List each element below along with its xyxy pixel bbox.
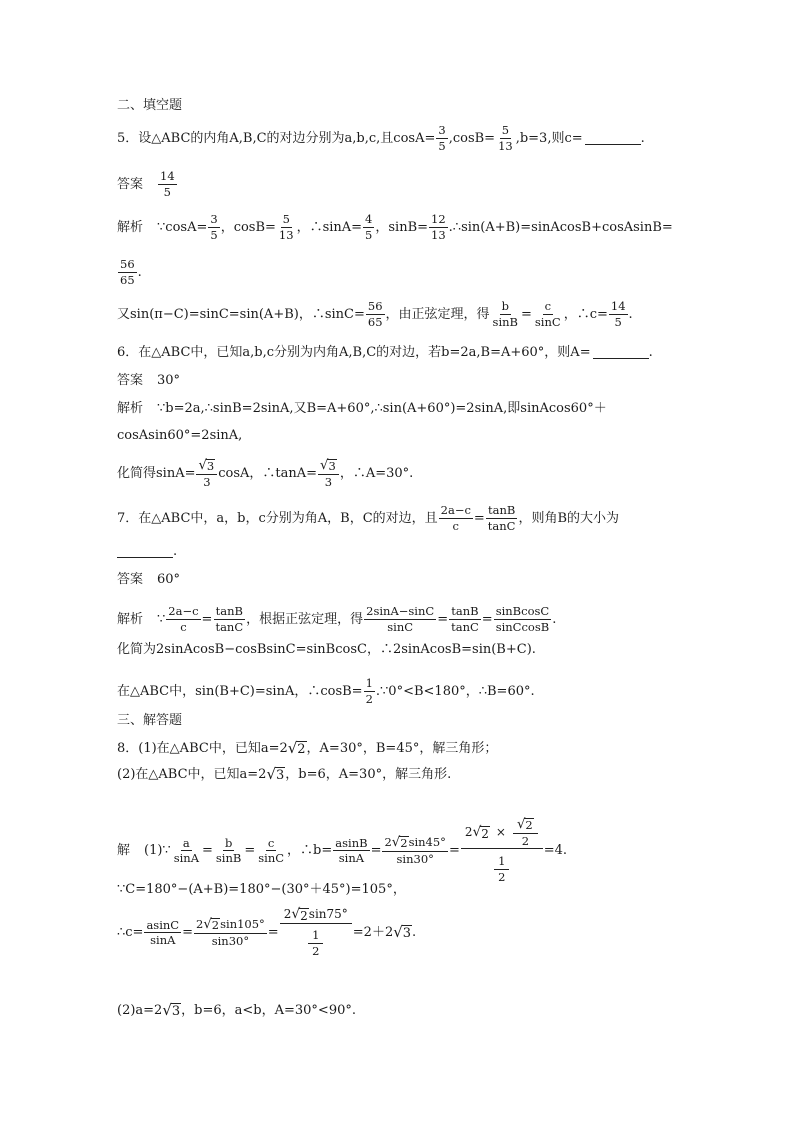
sqrt: √ 2 xyxy=(291,906,308,923)
solution-line-2 xyxy=(117,883,406,896)
frac-den: 5 xyxy=(210,227,218,242)
analysis-text: 化简为2sinAcosB−cosBsinC=sinBcosC，∴2sinAcosB=sin(B+C). xyxy=(117,642,536,657)
frac xyxy=(308,929,323,957)
solution-text: . xyxy=(412,925,417,941)
frac-den: sinCcosB xyxy=(495,619,550,634)
frac-num: 14 xyxy=(610,299,626,313)
frac-den: 65 xyxy=(367,314,383,329)
question-7-line-2 xyxy=(117,545,177,558)
frac-num xyxy=(513,818,538,834)
frac-num xyxy=(382,836,447,852)
frac xyxy=(513,818,538,847)
sqrt: √ 3 xyxy=(266,765,285,783)
frac-den: sin30° xyxy=(211,933,250,948)
analysis-text: ，由正弦定理，得 xyxy=(385,306,490,322)
frac-num xyxy=(280,908,352,924)
frac xyxy=(333,837,369,865)
frac-den: sinC xyxy=(258,851,285,866)
frac-num: 2a−c xyxy=(440,503,471,517)
analysis-label: 解析 xyxy=(117,611,144,627)
frac-num: 2a−c xyxy=(168,604,199,618)
frac-den: tanC xyxy=(215,619,244,634)
solution-text: =4. xyxy=(543,843,568,859)
solution-text: = xyxy=(448,843,460,859)
radicand: 2 xyxy=(400,836,408,851)
radicand: 2 xyxy=(211,918,220,933)
q5-frac-cosA xyxy=(436,124,447,152)
analysis-text: ∵ xyxy=(157,611,166,627)
solution-text: (2)a=2 xyxy=(117,1003,163,1018)
frac-num: c xyxy=(267,835,275,850)
frac-den xyxy=(489,849,514,883)
frac-num: 5 xyxy=(282,212,290,226)
times: × xyxy=(495,824,506,839)
q5-text: ,cosB= xyxy=(448,130,496,146)
frac xyxy=(172,837,201,865)
radicand: 2 xyxy=(300,909,308,923)
analysis-text: 在△ABC中，sin(B+C)=sinA，∴cosB= xyxy=(117,683,363,699)
solution-text: ∴c= xyxy=(117,925,144,941)
sqrt: √ 3 xyxy=(162,1001,181,1019)
frac-den: tanC xyxy=(487,518,516,533)
complex-frac xyxy=(280,908,352,957)
frac xyxy=(533,300,563,328)
frac xyxy=(214,837,243,865)
solution-part-2 xyxy=(117,1003,356,1018)
analysis-text: 又sin(π−C)=sinC=sin(A+B)，∴sinC= xyxy=(117,306,365,322)
frac-den: c xyxy=(452,518,459,533)
answer-value: 60° xyxy=(157,572,181,587)
analysis-label: 解析 xyxy=(117,219,144,235)
answer-label: 答案 xyxy=(117,572,144,587)
frac-num xyxy=(318,459,339,475)
answer-blank xyxy=(585,132,641,145)
frac-num: 3 xyxy=(438,123,446,137)
frac xyxy=(486,504,518,532)
frac-num: asinC xyxy=(146,917,180,932)
analysis-5-line-3 xyxy=(117,300,633,328)
frac-num: sinBcosC xyxy=(495,604,550,618)
q8-text: ，b=6，A=30°，解三角形. xyxy=(285,767,452,782)
analysis-text: 化简得sinA= xyxy=(117,466,196,482)
frac-den: sinA xyxy=(338,851,365,866)
question-5 xyxy=(117,124,645,152)
analysis-text: = xyxy=(437,611,449,627)
frac-num: c xyxy=(544,299,552,313)
frac xyxy=(256,837,286,865)
answer-5 xyxy=(117,170,178,198)
analysis-label: 解析 xyxy=(117,401,144,416)
solution-text: (1)∵ xyxy=(144,843,171,859)
analysis-text: . xyxy=(552,611,557,627)
answer-6 xyxy=(117,374,180,387)
solution-text: = xyxy=(370,843,382,859)
answer-blank xyxy=(593,346,649,359)
section-title-fill-in xyxy=(117,99,182,112)
frac-den: sin30° xyxy=(396,851,434,866)
frac-den: 13 xyxy=(498,138,513,153)
frac-num xyxy=(194,918,267,934)
coef: 2 xyxy=(196,917,204,932)
radicand: 2 xyxy=(297,742,306,757)
q6-text: 6．在△ABC中，已知a,b,c分别为内角A,B,C的对边，若b=2a,B=A+60°，则A= xyxy=(117,345,591,360)
analysis-text: .∴sin(A+B)=sinAcosB+cosAsinB= xyxy=(448,219,673,235)
frac-den: 5 xyxy=(163,184,171,199)
frac xyxy=(382,836,447,865)
frac-den: 65 xyxy=(120,272,135,287)
analysis-text: = xyxy=(481,611,493,627)
frac-num: 4 xyxy=(365,212,373,226)
frac-num xyxy=(461,818,543,849)
q6-text: . xyxy=(648,345,653,360)
frac xyxy=(494,855,509,883)
solution-text: ∵C=180°−(A+B)=180°−(30°＋45°)=105°， xyxy=(117,882,406,897)
frac-den: 13 xyxy=(431,227,446,242)
frac xyxy=(364,677,375,705)
q7-text: = xyxy=(473,510,485,526)
frac-num: tanB xyxy=(215,604,243,618)
frac xyxy=(194,918,267,947)
solution-label: 解 xyxy=(117,843,131,859)
answer-label: 答案 xyxy=(117,373,144,388)
frac-num: tanB xyxy=(487,503,516,517)
q5-text: . xyxy=(640,130,645,146)
sqrt: √ 3 xyxy=(198,458,215,473)
frac-num xyxy=(196,459,217,475)
frac-num: b xyxy=(501,299,509,313)
frac xyxy=(491,300,520,328)
solution-text: = xyxy=(267,925,279,941)
frac-den: sinA xyxy=(150,933,176,948)
solution-line-1 xyxy=(117,818,567,883)
radicand: 3 xyxy=(171,1004,181,1019)
complex-frac xyxy=(461,818,543,883)
frac-num: 3 xyxy=(210,212,218,226)
frac xyxy=(609,300,628,328)
frac-den: sinC xyxy=(534,314,561,329)
analysis-6-line-3 xyxy=(117,459,413,488)
q5-text: ,b=3,则c= xyxy=(515,130,583,146)
frac-num: 2sinA−sinC xyxy=(366,604,435,618)
frac-num: tanB xyxy=(451,604,479,618)
frac xyxy=(364,605,436,633)
analysis-text: ，∴A=30°. xyxy=(339,466,414,482)
frac xyxy=(118,258,137,286)
analysis-text: . xyxy=(628,306,633,322)
analysis-text: ，根据正弦定理，得 xyxy=(246,611,364,627)
frac xyxy=(429,213,448,241)
solution-text: = xyxy=(244,843,256,859)
radicand: 3 xyxy=(276,768,285,783)
analysis-text: cosA，∴tanA= xyxy=(218,466,318,482)
frac-den: sinB xyxy=(215,851,242,866)
frac-den: 5 xyxy=(365,227,373,242)
radicand: 3 xyxy=(328,459,336,473)
frac xyxy=(196,459,217,488)
answer-blank xyxy=(117,545,173,558)
q5-text: 5．设△ABC的内角A,B,C的对边分别为a,b,c,且cosA= xyxy=(117,130,436,146)
frac-den: c xyxy=(180,619,187,634)
question-6 xyxy=(117,346,653,359)
frac-num: a xyxy=(182,835,190,850)
sqrt: √ 2 xyxy=(472,823,489,841)
radicand: 3 xyxy=(402,926,412,942)
analysis-text: ，∴c= xyxy=(563,306,608,322)
analysis-6-line-1 xyxy=(117,402,607,415)
q5-frac-cosB xyxy=(496,124,515,152)
q7-text: . xyxy=(173,544,178,559)
analysis-text: . xyxy=(137,264,142,280)
radicand: 3 xyxy=(206,459,215,473)
section-title-text: 二、填空题 xyxy=(117,98,183,113)
frac xyxy=(363,213,374,241)
term: sin105° xyxy=(220,917,265,932)
analysis-text: = xyxy=(520,306,532,322)
analysis-5-line-2 xyxy=(117,258,142,286)
frac xyxy=(166,605,200,633)
q7-text: ，则角B的大小为 xyxy=(518,510,620,526)
frac-num: 1 xyxy=(365,676,373,690)
frac-den: sinC xyxy=(387,619,414,634)
frac xyxy=(144,919,181,947)
solution-line-3 xyxy=(117,908,416,957)
frac-den: 13 xyxy=(278,227,294,242)
solution-text: = xyxy=(202,843,213,859)
analysis-7-line-3 xyxy=(117,677,535,705)
section-title-text: 三、解答题 xyxy=(117,713,183,728)
frac-num: 56 xyxy=(120,257,135,271)
frac xyxy=(449,605,481,633)
frac-num: 1 xyxy=(494,855,509,870)
coef: 2 xyxy=(464,824,473,839)
answer-value: 30° xyxy=(157,373,181,388)
analysis-text: ∵cosA= xyxy=(157,219,208,235)
frac-den: tanC xyxy=(451,619,479,634)
solution-text: ，b=6，a<b，A=30°<90°. xyxy=(181,1003,356,1018)
frac-den: sinB xyxy=(492,314,518,329)
frac xyxy=(366,300,385,328)
radicand: 2 xyxy=(525,818,533,832)
sqrt: √ 2 xyxy=(391,835,408,851)
question-7 xyxy=(117,504,619,532)
analysis-text: = xyxy=(201,611,213,627)
sqrt: √ 2 xyxy=(287,739,306,757)
q8-text: (2)在△ABC中，已知a=2 xyxy=(117,767,267,782)
answer-7 xyxy=(117,573,180,586)
frac xyxy=(208,213,219,241)
analysis-text: .∵0°<B<180°，∴B=60°. xyxy=(375,683,535,699)
coef: 2 xyxy=(384,835,392,850)
radicand: 2 xyxy=(481,826,489,841)
analysis-7-line-1 xyxy=(117,605,556,633)
sqrt: √ 2 xyxy=(516,817,533,832)
frac-den: 5 xyxy=(438,138,446,153)
frac-num: 12 xyxy=(431,212,446,226)
frac-num: 14 xyxy=(160,169,175,183)
q8-text: 8．(1)在△ABC中，已知a=2 xyxy=(117,741,288,756)
frac xyxy=(213,605,245,633)
term: sin45° xyxy=(408,835,446,850)
frac-den: sinA xyxy=(173,851,199,866)
frac-den: 2 xyxy=(521,833,530,848)
frac-num: asinB xyxy=(335,835,368,850)
frac-den: 2 xyxy=(498,869,506,884)
frac xyxy=(494,605,552,633)
sqrt: √ 3 xyxy=(393,923,412,942)
frac-den: 3 xyxy=(324,474,333,489)
frac xyxy=(277,213,296,241)
sqrt: √ 3 xyxy=(320,458,336,473)
frac-den: 5 xyxy=(614,314,622,329)
solution-text: ，∴b= xyxy=(287,843,333,859)
frac-num: 56 xyxy=(367,299,383,313)
analysis-6-line-2 xyxy=(117,429,242,442)
analysis-5-line-1 xyxy=(117,213,673,241)
coef: 2 xyxy=(283,907,292,921)
question-8-part-1 xyxy=(117,741,497,756)
frac-num: b xyxy=(224,835,233,850)
analysis-text: ∵b=2a,∴sinB=2sinA,又B=A+60°,∴sin(A+60°)=2sinA,即sinAcos60°＋ xyxy=(157,401,607,416)
analysis-7-line-2 xyxy=(117,643,536,656)
frac-num: 5 xyxy=(501,123,510,137)
analysis-text: ，∴sinA= xyxy=(296,219,363,235)
frac-den: 2 xyxy=(365,691,373,706)
q8-text: ，A=30°，B=45°，解三角形； xyxy=(306,741,498,756)
frac-num: 1 xyxy=(308,929,323,944)
analysis-text: cosAsin60°=2sinA, xyxy=(117,428,243,443)
section-title-solve xyxy=(117,714,182,727)
frac-den: 3 xyxy=(203,474,211,489)
question-8-part-2 xyxy=(117,767,451,782)
term: sin75° xyxy=(308,907,348,921)
q7-text: 7．在△ABC中，a，b，c分别为角A，B，C的对边，且 xyxy=(117,510,438,526)
sqrt: √ 2 xyxy=(203,917,220,933)
solution-text: = xyxy=(182,925,194,941)
frac xyxy=(439,504,473,532)
analysis-text: ，cosB= xyxy=(220,219,276,235)
solution-text: =2＋2 xyxy=(352,925,394,941)
answer-5-frac xyxy=(158,170,177,198)
frac xyxy=(318,459,339,488)
frac-den: 2 xyxy=(312,943,320,958)
frac-den xyxy=(303,924,328,957)
answer-label: 答案 xyxy=(117,176,144,192)
analysis-text: ，sinB= xyxy=(375,219,429,235)
